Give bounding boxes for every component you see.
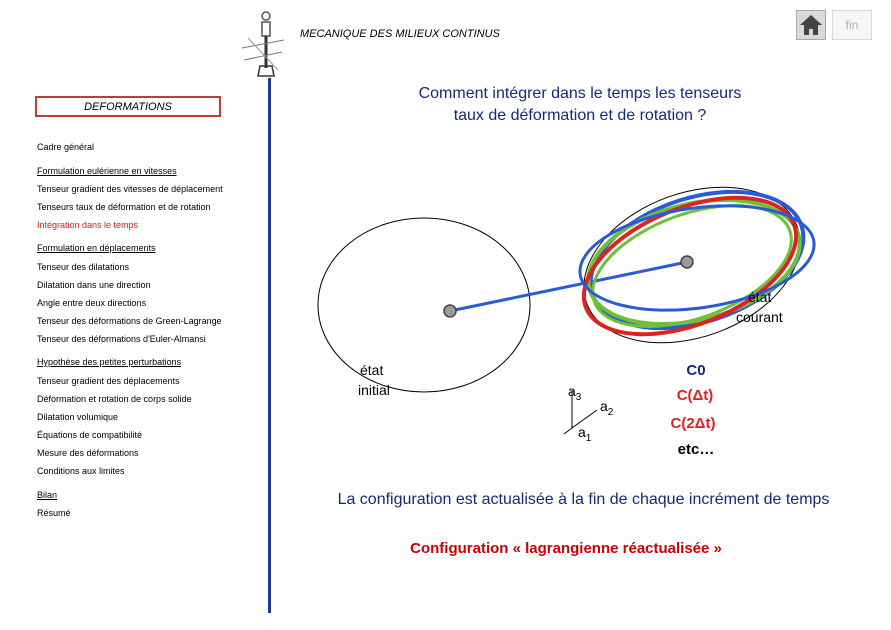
sidebar-nav-item[interactable]: Formulation en déplacements	[37, 243, 156, 253]
current-point	[681, 256, 693, 268]
fin-button[interactable]: fin	[832, 10, 872, 40]
footer-statement: La configuration est actualisée à la fin de chaque incrément de temps	[337, 491, 830, 508]
sidebar-nav-item[interactable]: Cadre général	[37, 142, 95, 152]
axis-a3-label: $a_3$	[568, 383, 582, 403]
current-state-label-2: courant	[736, 309, 783, 325]
sidebar-nav-item[interactable]: Dilatation dans une direction	[37, 280, 151, 290]
legend-etc: etc…	[677, 441, 715, 458]
sidebar-nav-item[interactable]: Tenseur des déformations d'Euler-Almansi	[37, 334, 206, 344]
legend-c-dt: C(Δt)	[676, 387, 714, 404]
initial-point	[444, 305, 456, 317]
axis-a2-label: $a_2$	[600, 398, 614, 418]
axis-a1-label: $a_1$	[578, 424, 592, 444]
sidebar-nav-item[interactable]: Résumé	[37, 508, 71, 518]
sidebar-nav-item[interactable]: Tenseur gradient des déplacements	[37, 376, 180, 386]
section-title: DEFORMATIONS	[35, 96, 221, 117]
sidebar-nav-item[interactable]: Tenseur gradient des vitesses de déplacement	[37, 184, 223, 194]
footer-highlight: Configuration « lagrangienne réactualisée »	[410, 540, 722, 557]
initial-state-label-1: état	[360, 362, 384, 378]
initial-state-ellipse	[318, 218, 530, 392]
initial-state-label-2: initial	[358, 382, 390, 398]
legend-c0: C0	[686, 362, 706, 379]
configuration-diagram	[272, 170, 891, 490]
sidebar-nav-item[interactable]: Tenseurs taux de déformation et de rotation	[37, 202, 211, 212]
sidebar-nav-item[interactable]: Hypothèse des petites perturbations	[37, 357, 182, 367]
university-logo	[238, 10, 286, 82]
vertical-divider	[268, 78, 271, 613]
home-button[interactable]	[796, 10, 826, 40]
sidebar-nav-item[interactable]: Déformation et rotation de corps solide	[37, 394, 192, 404]
axis-a1-line	[564, 428, 572, 434]
sidebar-nav-item[interactable]: Équations de compatibilité	[37, 430, 143, 440]
page-header-title: MECANIQUE DES MILIEUX CONTINUS	[300, 28, 500, 40]
displacement-line	[450, 262, 687, 311]
sidebar-nav-item[interactable]: Dilatation volumique	[37, 412, 119, 422]
legend-c-2dt: C(2Δt)	[670, 415, 716, 432]
sidebar-nav-item[interactable]: Tenseur des déformations de Green-Lagrange	[37, 316, 222, 326]
current-state-label-1: état	[748, 289, 772, 305]
sidebar-nav-item[interactable]: Tenseur des dilatations	[37, 262, 130, 272]
main-title	[330, 83, 830, 127]
main-title-line-2: taux de déformation et de rotation ?	[453, 107, 707, 124]
sidebar-nav-item[interactable]: Bilan	[37, 490, 58, 500]
sidebar-nav-item[interactable]: Mesure des déformations	[37, 448, 139, 458]
sidebar-nav-item[interactable]: Intégration dans le temps	[37, 220, 139, 230]
sidebar-nav-item[interactable]: Conditions aux limites	[37, 466, 125, 476]
sidebar-nav-item[interactable]: Angle entre deux directions	[37, 298, 147, 308]
main-title-line-1: Comment intégrer dans le temps les tenseurs	[418, 85, 742, 102]
sidebar-nav-item[interactable]: Formulation eulérienne en vitesses	[37, 166, 177, 176]
